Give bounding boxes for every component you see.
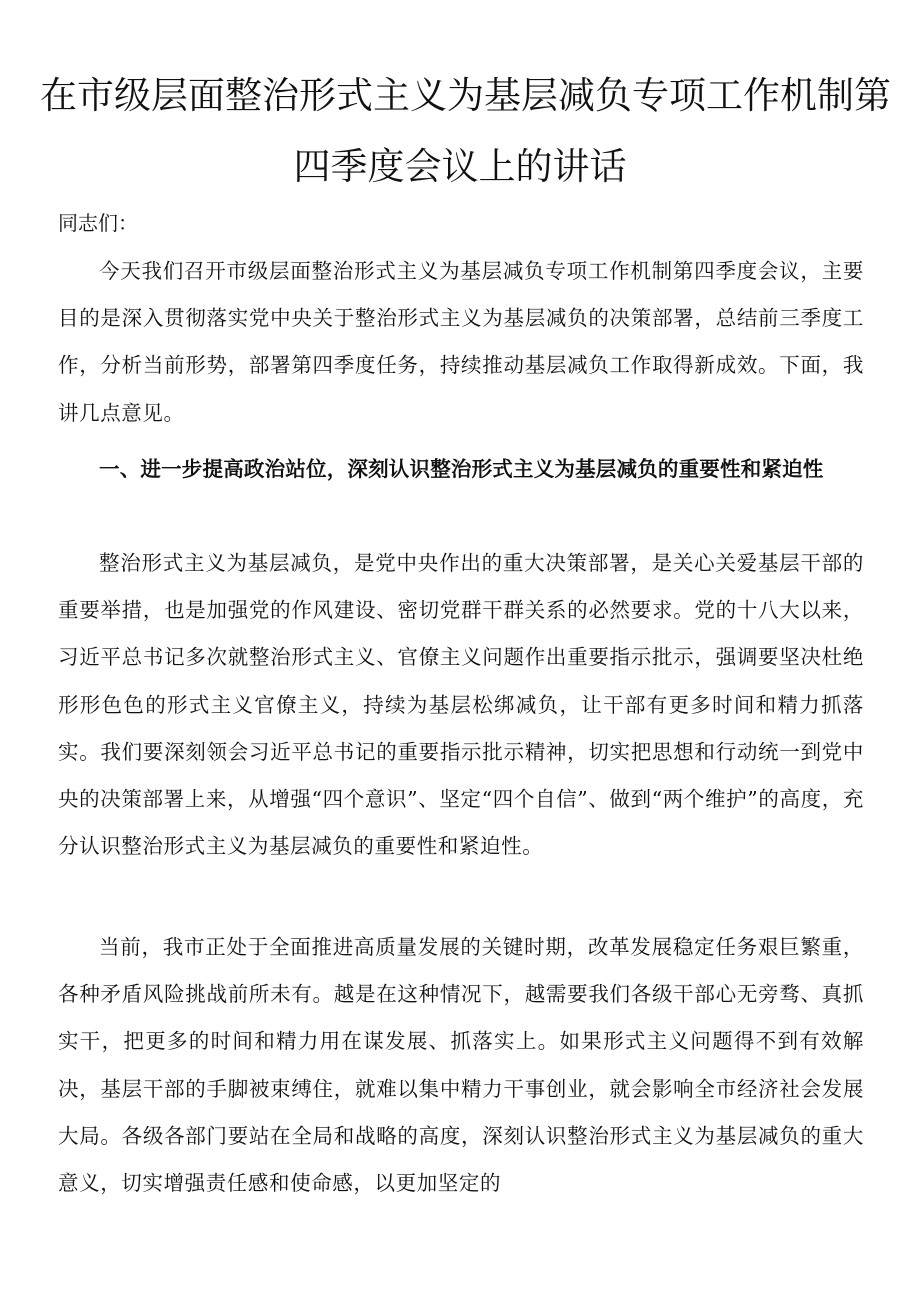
document-title-line-2: 四季度会议上的讲话 [293,145,627,188]
body-paragraph-significance: 整治形式主义为基层减负，是党中央作出的重大决策部署，是关心关爱基层干部的重要举措，也是加强党的作风建设、密切党群干群关系的必然要求。党的十八大以来，习近平总书记多次就整治形式主义、官僚主义问题作出重要指示批示，强调要坚决杜绝形形色色的形式主义官僚主义，持续为基层松绑减负，让干部有更多时间和精力抓落实。我们要深刻领会习近平总书记的重要指示批示精神，切实把思想和行动统一到党中央的决策部署上来，从增强“四个意识”、坚定“四个自信”、做到“两个维护”的高度，充分认识整治形式主义为基层减负的重要性和紧迫性。 [58,551,864,859]
body-paragraph-intro: 今天我们召开市级层面整治形式主义为基层减负专项工作机制第四季度会议，主要目的是深入贯彻落实党中央关于整治形式主义为基层减负的决策部署，总结前三季度工作，分析当前形势，部署第四季度任务，持续推动基层减负工作取得新成效。下面，我讲几点意见。 [58,259,864,425]
body-paragraph-current-situation: 当前，我市正处于全面推进高质量发展的关键时期，改革发展稳定任务艰巨繁重，各种矛盾风险挑战前所未有。越是在这种情况下，越需要我们各级干部心无旁骛、真抓实干，把更多的时间和精力用在谋发展、抓落实上。如果形式主义问题得不到有效解决，基层干部的手脚被束缚住，就难以集中精力干事创业，就会影响全市经济社会发展大局。各级各部门要站在全局和战略的高度，深刻认识整治形式主义为基层减负的重大意义，切实增强责任感和使命感，以更加坚定的 [58,935,864,1196]
salutation: 同志们： [58,211,138,235]
section-heading-1: 一、进一步提高政治站位，深刻认识整治形式主义为基层减负的重要性和紧迫性 [99,457,824,481]
document-title-line-1: 在市级层面整治形式主义为基层减负专项工作机制第 [40,74,891,117]
